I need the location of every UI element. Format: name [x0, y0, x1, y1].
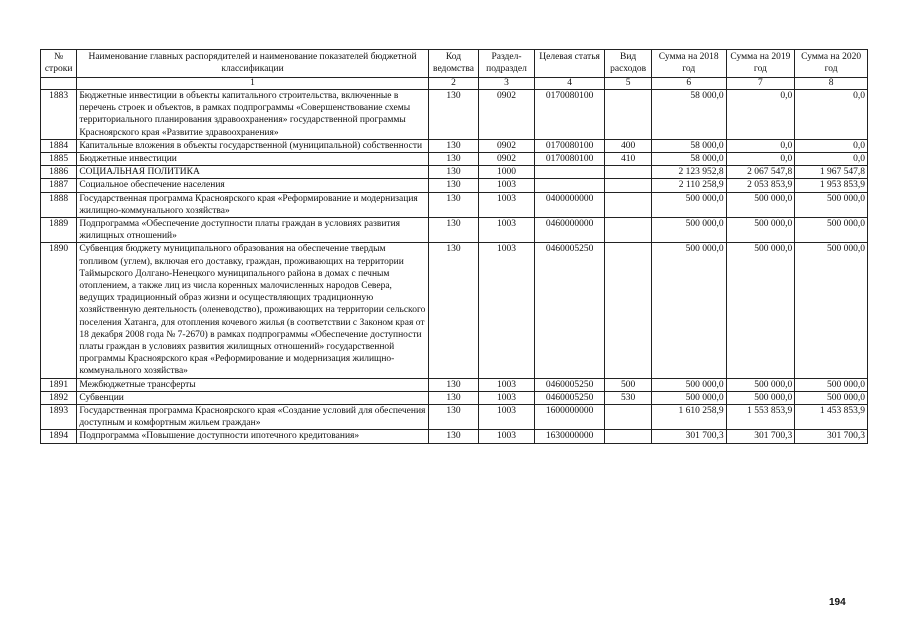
row-dept-code: 130: [428, 90, 478, 140]
row-dept-code: 130: [428, 405, 478, 430]
row-sum-2020: 500 000,0: [795, 243, 868, 378]
row-sum-2020: 301 700,3: [795, 430, 868, 443]
col-num-5: 5: [605, 78, 651, 90]
row-exp-type: 500: [605, 378, 651, 391]
row-sum-2019: 500 000,0: [726, 391, 795, 404]
header-row-no: № строки: [41, 50, 77, 78]
row-sum-2019: 500 000,0: [726, 192, 795, 217]
row-number: 1893: [41, 405, 77, 430]
row-dept-code: 130: [428, 243, 478, 378]
row-section: 1003: [479, 179, 535, 192]
budget-table: [40, 49, 868, 444]
row-name: Межбюджетные трансферты: [77, 378, 428, 391]
row-target: [534, 166, 605, 179]
row-number: 1891: [41, 378, 77, 391]
row-number: 1889: [41, 218, 77, 243]
row-exp-type: 400: [605, 139, 651, 152]
row-dept-code: 130: [428, 192, 478, 217]
col-num-6: 6: [651, 78, 726, 90]
row-sum-2019: 500 000,0: [726, 378, 795, 391]
row-sum-2020: 500 000,0: [795, 391, 868, 404]
row-sum-2019: 1 553 853,9: [726, 405, 795, 430]
row-number: 1883: [41, 90, 77, 140]
row-sum-2018: 500 000,0: [651, 192, 726, 217]
row-target: 0460000000: [534, 218, 605, 243]
row-name: Социальное обеспечение населения: [77, 179, 428, 192]
row-sum-2019: 0,0: [726, 153, 795, 166]
row-sum-2020: 0,0: [795, 139, 868, 152]
table-body: [41, 90, 868, 444]
header-target: Целевая статья: [534, 50, 605, 78]
row-number: 1890: [41, 243, 77, 378]
row-exp-type: [605, 430, 651, 443]
table-row: [41, 391, 868, 404]
row-number: 1884: [41, 139, 77, 152]
row-sum-2019: 500 000,0: [726, 218, 795, 243]
row-section: 0902: [479, 139, 535, 152]
row-name: Подпрограмма «Обеспечение доступности платы граждан в условиях развития жилищных отношений»: [77, 218, 428, 243]
row-exp-type: [605, 218, 651, 243]
row-sum-2018: 58 000,0: [651, 153, 726, 166]
row-name: Государственная программа Красноярского края «Реформирование и модернизация жилищно-коммунального хозяйства»: [77, 192, 428, 217]
row-section: 1003: [479, 391, 535, 404]
row-sum-2018: 500 000,0: [651, 391, 726, 404]
row-sum-2019: 0,0: [726, 139, 795, 152]
row-sum-2020: 0,0: [795, 153, 868, 166]
header-sum-2018: Сумма на 2018 год: [651, 50, 726, 78]
col-num-0: [41, 78, 77, 90]
row-exp-type: [605, 243, 651, 378]
table-row: [41, 153, 868, 166]
row-name: Бюджетные инвестиции: [77, 153, 428, 166]
row-number: 1888: [41, 192, 77, 217]
row-dept-code: 130: [428, 153, 478, 166]
row-sum-2018: 2 123 952,8: [651, 166, 726, 179]
page-number: 194: [829, 597, 846, 608]
row-name: Бюджетные инвестиции в объекты капитального строительства, включенные в перечень строек и объектов, в рамках подпрограммы «Совершенствование схемы территориального планирования здравоохранения» государственной программы Красноярского края «Развитие здравоохранения»: [77, 90, 428, 140]
row-sum-2018: 500 000,0: [651, 243, 726, 378]
row-name: Государственная программа Красноярского края «Создание условий для обеспечения доступным и комфортным жильем граждан»: [77, 405, 428, 430]
row-target: 0460005250: [534, 391, 605, 404]
header-exp-type: Вид расходов: [605, 50, 651, 78]
row-sum-2020: 1 967 547,8: [795, 166, 868, 179]
row-exp-type: 410: [605, 153, 651, 166]
row-sum-2020: 0,0: [795, 90, 868, 140]
row-section: 1003: [479, 430, 535, 443]
header-name: Наименование главных распорядителей и наименование показателей бюджетной классификации: [77, 50, 428, 78]
row-name: Подпрограмма «Повышение доступности ипотечного кредитования»: [77, 430, 428, 443]
col-num-3: 3: [479, 78, 535, 90]
row-section: 1003: [479, 378, 535, 391]
table-row: [41, 243, 868, 378]
row-sum-2019: 500 000,0: [726, 243, 795, 378]
table-row: [41, 179, 868, 192]
col-num-2: 2: [428, 78, 478, 90]
row-sum-2019: 2 067 547,8: [726, 166, 795, 179]
header-section: Раздел-подраздел: [479, 50, 535, 78]
row-target: 0170080100: [534, 153, 605, 166]
col-num-7: 7: [726, 78, 795, 90]
header-row: [41, 50, 868, 78]
row-sum-2019: 0,0: [726, 90, 795, 140]
row-number: 1887: [41, 179, 77, 192]
row-target: 0170080100: [534, 139, 605, 152]
row-exp-type: [605, 179, 651, 192]
header-dept-code: Код ведомства: [428, 50, 478, 78]
row-sum-2020: 1 953 853,9: [795, 179, 868, 192]
row-section: 1003: [479, 405, 535, 430]
row-sum-2018: 2 110 258,9: [651, 179, 726, 192]
col-num-8: 8: [795, 78, 868, 90]
row-name: Субвенция бюджету муниципального образования на обеспечение твердым топливом (углем), включая его доставку, граждан, проживающих на территории Таймырского Долгано-Ненецкого муниципального района в домах с печным отоплением, а также лиц из числа коренных малочисленных народов Севера, ведущих традиционный образ жизни и осуществляющих традиционную хозяйственную деятельность (оленеводство), проживающих на территории сельского поселения Хатанга, для отопления кочевого жилья (в соответствии с Законом края от 18 декабря 2008 года № 7-2670) в рамках подпрограммы «Обеспечение доступности платы граждан в условиях развития жилищных отношений» государственной программы Красноярского края «Реформирование и модернизация жилищно-коммунального хозяйства»: [77, 243, 428, 378]
row-sum-2018: 301 700,3: [651, 430, 726, 443]
row-dept-code: 130: [428, 218, 478, 243]
table-row: [41, 166, 868, 179]
row-target: 0460005250: [534, 378, 605, 391]
row-sum-2020: 500 000,0: [795, 378, 868, 391]
row-name: СОЦИАЛЬНАЯ ПОЛИТИКА: [77, 166, 428, 179]
row-sum-2020: 500 000,0: [795, 218, 868, 243]
table-row: [41, 192, 868, 217]
row-sum-2018: 500 000,0: [651, 378, 726, 391]
row-target: 1600000000: [534, 405, 605, 430]
table-row: [41, 90, 868, 140]
row-sum-2018: 58 000,0: [651, 139, 726, 152]
row-sum-2018: 1 610 258,9: [651, 405, 726, 430]
row-exp-type: 530: [605, 391, 651, 404]
col-num-4: 4: [534, 78, 605, 90]
row-dept-code: 130: [428, 139, 478, 152]
row-dept-code: 130: [428, 391, 478, 404]
row-target: [534, 179, 605, 192]
column-number-row: [41, 78, 868, 90]
row-number: 1886: [41, 166, 77, 179]
table-row: [41, 378, 868, 391]
row-number: 1885: [41, 153, 77, 166]
row-section: 1003: [479, 192, 535, 217]
row-sum-2019: 301 700,3: [726, 430, 795, 443]
row-sum-2018: 500 000,0: [651, 218, 726, 243]
row-sum-2020: 500 000,0: [795, 192, 868, 217]
row-sum-2019: 2 053 853,9: [726, 179, 795, 192]
row-target: 0170080100: [534, 90, 605, 140]
row-section: 1003: [479, 218, 535, 243]
row-sum-2018: 58 000,0: [651, 90, 726, 140]
row-number: 1894: [41, 430, 77, 443]
row-exp-type: [605, 192, 651, 217]
row-dept-code: 130: [428, 179, 478, 192]
row-sum-2020: 1 453 853,9: [795, 405, 868, 430]
row-target: 1630000000: [534, 430, 605, 443]
table-row: [41, 430, 868, 443]
col-num-1: 1: [77, 78, 428, 90]
row-exp-type: [605, 90, 651, 140]
table-row: [41, 139, 868, 152]
row-name: Субвенции: [77, 391, 428, 404]
row-exp-type: [605, 405, 651, 430]
row-exp-type: [605, 166, 651, 179]
row-dept-code: 130: [428, 378, 478, 391]
row-section: 1003: [479, 243, 535, 378]
row-dept-code: 130: [428, 166, 478, 179]
table-row: [41, 218, 868, 243]
row-target: 0460005250: [534, 243, 605, 378]
row-number: 1892: [41, 391, 77, 404]
row-name: Капитальные вложения в объекты государственной (муниципальной) собственности: [77, 139, 428, 152]
header-sum-2020: Сумма на 2020 год: [795, 50, 868, 78]
table-row: [41, 405, 868, 430]
header-sum-2019: Сумма на 2019 год: [726, 50, 795, 78]
row-section: 0902: [479, 90, 535, 140]
row-target: 0400000000: [534, 192, 605, 217]
row-dept-code: 130: [428, 430, 478, 443]
row-section: 0902: [479, 153, 535, 166]
row-section: 1000: [479, 166, 535, 179]
